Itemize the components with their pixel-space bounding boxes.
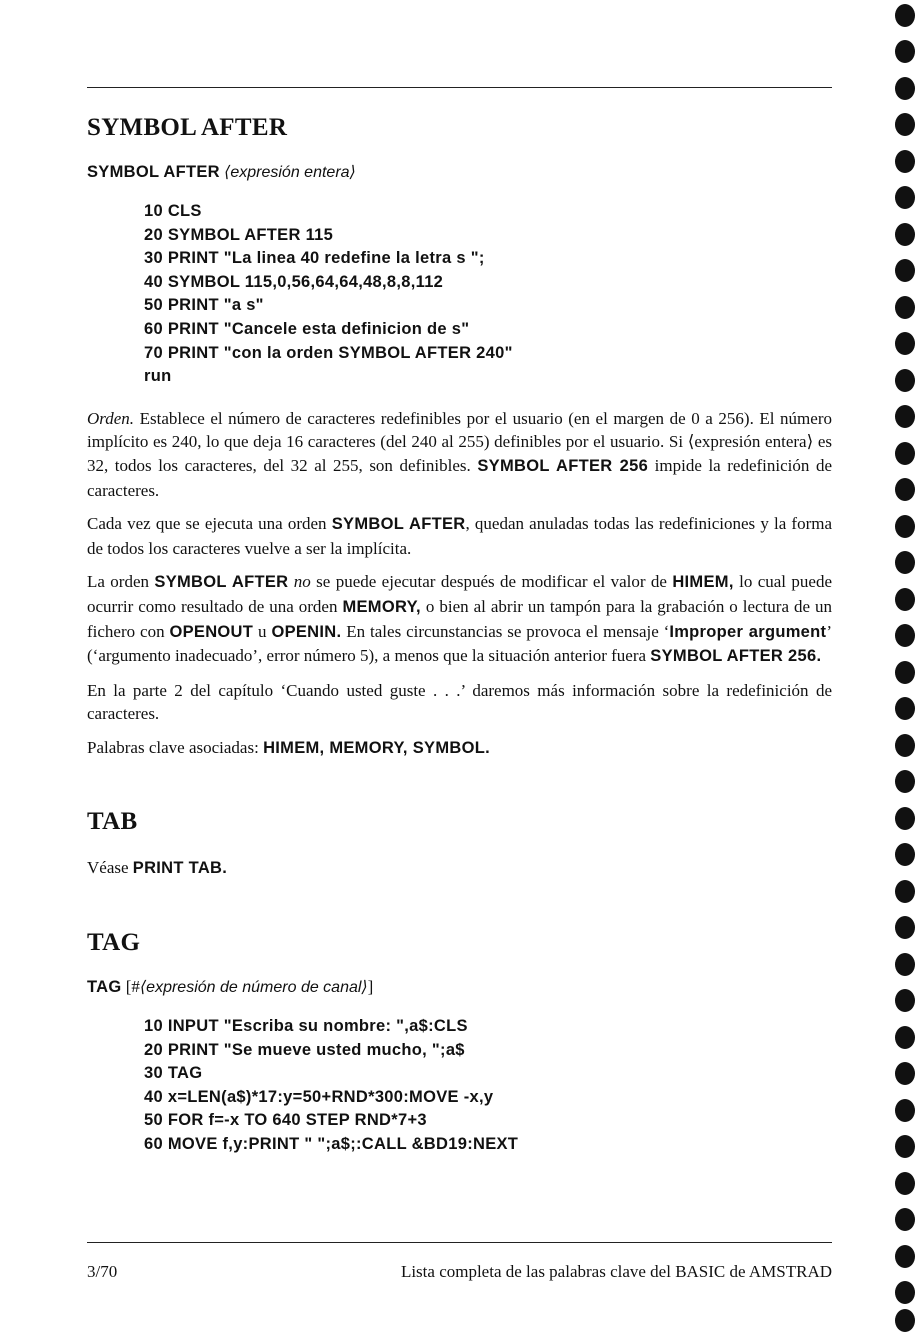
syntax-keyword: SYMBOL AFTER (87, 163, 220, 181)
syntax-bracket-open: [# (121, 977, 140, 997)
tag-syntax (87, 977, 832, 997)
binder-hole-icon (895, 770, 915, 793)
tag-example-code (144, 1015, 832, 1157)
keyword: MEMORY, (342, 597, 421, 616)
page-footer (87, 1262, 832, 1282)
emphasis: no (293, 572, 311, 592)
binder-hole-icon (895, 843, 915, 866)
code-line: 70 PRINT "con la orden SYMBOL AFTER 240" (144, 343, 513, 362)
binder-hole-icon (895, 186, 915, 209)
binder-hole-icon (895, 296, 915, 319)
binder-hole-icon (895, 478, 915, 501)
tag-heading: TAG (87, 929, 141, 957)
code-line: 30 TAG (144, 1064, 203, 1083)
binder-hole-icon (895, 916, 915, 939)
top-rule (87, 87, 832, 88)
binder-hole-icon (895, 4, 915, 27)
binder-hole-icon (895, 150, 915, 173)
paragraph-related-keywords (87, 736, 832, 761)
binder-hole-icon (895, 113, 915, 136)
code-line: run (144, 367, 172, 386)
binder-hole-icon (895, 734, 915, 757)
symbol-after-example-code (144, 200, 832, 389)
keyword: SYMBOL AFTER (154, 573, 289, 592)
keyword: Improper argument (669, 622, 827, 641)
binder-hole-icon (895, 807, 915, 830)
binder-hole-icon (895, 77, 915, 100)
binder-holes (895, 0, 919, 1334)
keyword: PRINT TAB. (132, 859, 228, 878)
binder-hole-icon (895, 40, 915, 63)
paragraph-restrictions (87, 570, 832, 668)
paragraph-text: impide la redefinición de caracteres. (87, 455, 832, 500)
paragraph-text: ’ (‘argumento inadecuado’, error número 5), a menos que la situación anterior fuera (87, 621, 833, 666)
binder-hole-icon (895, 515, 915, 538)
binder-hole-icon (895, 1135, 915, 1158)
syntax-bracket-close: ] (367, 977, 374, 997)
paragraph-text: se puede ejecutar después de modificar el valor de (310, 572, 673, 592)
footer-title: Lista completa de las palabras clave del BASIC de AMSTRAD (400, 1262, 832, 1281)
binder-hole-icon (895, 697, 915, 720)
binder-hole-icon (895, 1172, 915, 1195)
paragraph-text: La orden (87, 572, 155, 592)
code-line: 20 SYMBOL AFTER 115 (144, 225, 334, 244)
code-line: 50 FOR f=-x TO 640 STEP RND*7+3 (144, 1111, 427, 1130)
paragraph-text: Véase (87, 858, 133, 878)
binder-hole-icon (895, 405, 915, 428)
code-line: 10 INPUT "Escriba su nombre: ",a$:CLS (144, 1017, 468, 1036)
paragraph-text: En tales circunstancias se provoca el mensaje ‘ (341, 621, 670, 641)
code-line: 10 CLS (144, 202, 202, 220)
binder-hole-icon (895, 1208, 915, 1231)
paragraph-text: u (253, 621, 272, 641)
code-line: 60 MOVE f,y:PRINT " ";a$;:CALL &BD19:NEXT (144, 1135, 519, 1154)
binder-hole-icon (895, 1062, 915, 1085)
related-label: Palabras clave asociadas: (87, 737, 264, 757)
syntax-argument: ⟨expresión entera⟩ (224, 164, 356, 181)
binder-hole-icon (895, 551, 915, 574)
binder-hole-icon (895, 588, 915, 611)
keyword: OPENIN. (271, 622, 342, 641)
symbol-after-heading: SYMBOL AFTER (87, 114, 288, 141)
tab-see-also (87, 856, 832, 881)
binder-hole-icon (895, 624, 915, 647)
paragraph-text: lo cual puede ocurrir como resultado de una orden (87, 572, 832, 616)
keyword: SYMBOL AFTER 256. (650, 647, 822, 666)
code-line: 20 PRINT "Se mueve usted mucho, ";a$ (144, 1040, 465, 1059)
paragraph-text: , quedan anuladas todas las redefiniciones y la forma de todos los caracteres vuelve a ser la implícita. (87, 514, 833, 558)
paragraph-lead: Orden. (87, 408, 135, 428)
paragraph-text: Establece el número de caracteres redefinibles por el usuario (en el margen de 0 a 256). El número implícito es 240, lo que deja 16 caracteres (del 240 al 255) definibles por el usuario. Si ⟨expresión entera⟩ es 32, todos los caracteres, del 32 al 255, son definibles. (87, 408, 832, 475)
keyword: SYMBOL AFTER (331, 515, 466, 534)
content (87, 104, 832, 1175)
related-keywords: HIMEM, MEMORY, SYMBOL. (263, 738, 490, 757)
code-line: 50 PRINT "a s" (144, 296, 264, 315)
paragraph-description (87, 407, 832, 502)
paragraph-text: Cada vez que se ejecuta una orden (87, 514, 332, 534)
binder-hole-icon (895, 661, 915, 684)
paragraph-text: o bien al abrir un tampón para la grabación o lectura de un fichero con (87, 596, 832, 641)
binder-hole-icon (895, 1245, 915, 1268)
code-line: 40 x=LEN(a$)*17:y=50+RND*300:MOVE -x,y (144, 1087, 494, 1106)
binder-hole-icon (895, 1309, 915, 1332)
binder-hole-icon (895, 442, 915, 465)
binder-hole-icon (895, 369, 915, 392)
keyword: OPENOUT (169, 622, 254, 641)
paragraph-reset (87, 512, 832, 560)
code-line: 30 PRINT "La linea 40 redefine la letra s "; (144, 249, 485, 268)
binder-hole-icon (895, 1281, 915, 1304)
syntax-keyword: TAG (87, 978, 122, 997)
binder-hole-icon (895, 953, 915, 976)
tab-heading: TAB (87, 808, 138, 836)
page-number: 3/70 (87, 1262, 118, 1281)
code-line: 40 SYMBOL 115,0,56,64,64,48,8,8,112 (144, 272, 444, 291)
code-line: 60 PRINT "Cancele esta definicion de s" (144, 319, 470, 338)
binder-hole-icon (895, 1026, 915, 1049)
symbol-after-syntax (87, 162, 832, 182)
binder-hole-icon (895, 880, 915, 903)
keyword: HIMEM, (672, 573, 734, 592)
binder-hole-icon (895, 1099, 915, 1122)
keyword: SYMBOL AFTER 256 (477, 456, 649, 475)
paragraph-more-info: En la parte 2 del capítulo ‘Cuando usted guste . . .’ daremos más información sobre la redefinición de caracteres. (87, 680, 832, 724)
binder-hole-icon (895, 332, 915, 355)
syntax-argument: ⟨expresión de número de canal⟩ (139, 979, 368, 997)
bottom-rule (87, 1242, 832, 1243)
binder-hole-icon (895, 223, 915, 246)
binder-hole-icon (895, 259, 915, 282)
binder-hole-icon (895, 989, 915, 1012)
